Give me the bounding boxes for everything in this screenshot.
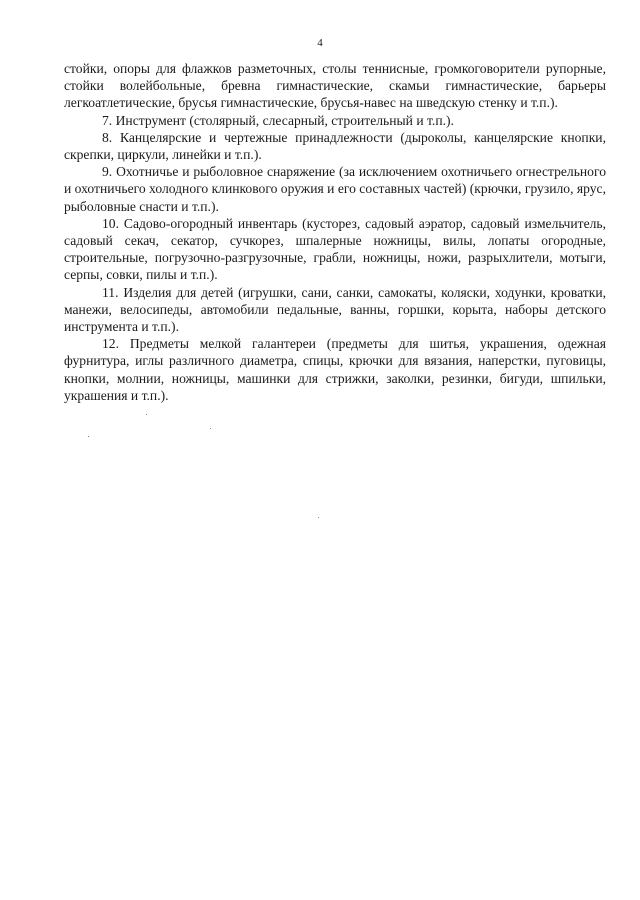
- document-body: [64, 60, 606, 404]
- list-item-8: [64, 129, 606, 163]
- item-number: 7.: [102, 112, 113, 128]
- list-item-continuation: [64, 60, 606, 112]
- scan-speck: [210, 428, 211, 429]
- list-item-12: [64, 335, 606, 404]
- item-number: 11.: [102, 284, 119, 300]
- item-text: Садово-огородный инвентарь (кусторез, садовый аэратор, садовый измельчитель, садовый секач, секатор, сучкорез, шпалерные ножницы, вилы, лопаты огородные, строительные, погрузочно-разгрузочные, грабли, ножницы, ножи, разрыхлители, мотыги, серпы, совки, пилы и т.п.).: [64, 215, 606, 283]
- list-item-10: [64, 215, 606, 284]
- item-number: 12.: [102, 336, 119, 352]
- item-text: Инструмент (столярный, слесарный, строительный и т.п.).: [115, 112, 454, 128]
- list-item-7: [64, 112, 606, 129]
- item-number: 10.: [102, 215, 119, 231]
- item-number: 8.: [102, 129, 113, 145]
- list-item-9: [64, 163, 606, 215]
- list-item-11: [64, 284, 606, 336]
- page-number: 4: [317, 37, 323, 49]
- item-number: 9.: [102, 164, 113, 180]
- item-text: Изделия для детей (игрушки, сани, санки, самокаты, коляски, ходунки, кроватки, манежи, велосипеды, автомобили педальные, ванны, горшки, корыта, наборы детского инструмента и т.п.).: [64, 284, 606, 335]
- item-text: стойки, опоры для флажков разметочных, столы теннисные, громкоговорители рупорные, стойки волейбольные, бревна гимнастические, скамьи гимнастические, барьеры легкоатлетические, брусья гимнастические, брусья-навес на шведскую стенку и т.п.).: [64, 61, 606, 111]
- item-text: Охотничье и рыболовное снаряжение (за исключением охотничьего огнестрельного и охотничьего холодного клинкового оружия и его составных частей) (крючки, грузило, ярус, рыболовные снасти и т.п.).: [64, 164, 606, 214]
- scan-speck: [88, 436, 89, 437]
- item-text: Канцелярские и чертежные принадлежности (дыроколы, канцелярские кнопки, скрепки, циркули, линейки и т.п.).: [64, 129, 606, 163]
- scan-speck: [318, 517, 319, 518]
- scan-speck: [146, 414, 147, 415]
- item-text: Предметы мелкой галантереи (предметы для шитья, украшения, одежная фурнитура, иглы различного диаметра, спицы, крючки для вязания, наперстки, пуговицы, кнопки, молнии, ножницы, машинки для стрижки, заколки, резинки, бигуди, шпильки, украшения и т.п.).: [64, 336, 606, 403]
